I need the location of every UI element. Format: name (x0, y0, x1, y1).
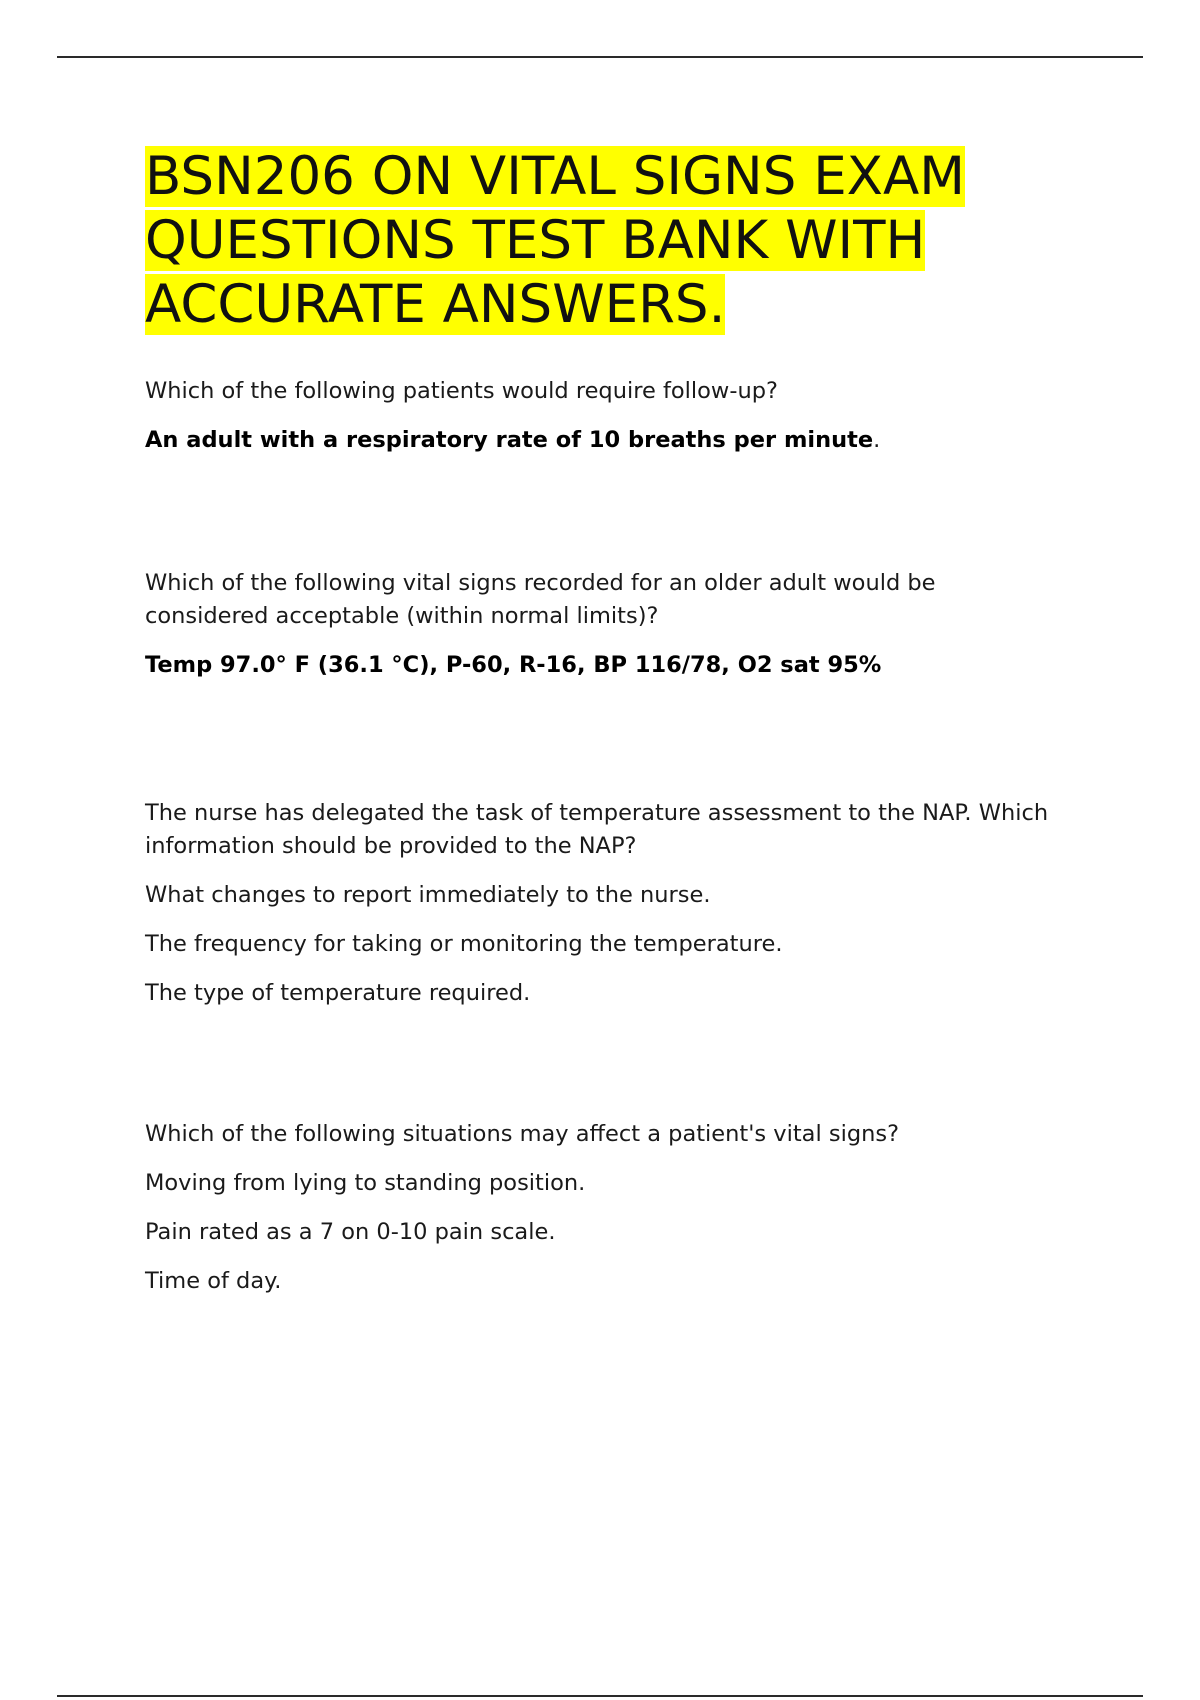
question-text: Which of the following vital signs recorded for an older adult would be considered acceptable (within normal limits)? (145, 570, 936, 629)
question-block (145, 375, 1065, 457)
answer-text: What changes to report immediately to the nurse. (145, 882, 711, 908)
question-text: The nurse has delegated the task of temperature assessment to the NAP. Which information should be provided to the NAP? (145, 800, 1049, 859)
answer-text: Moving from lying to standing position. (145, 1170, 586, 1196)
document-body (145, 145, 1065, 1298)
question-text: Which of the following situations may affect a patient's vital signs? (145, 1121, 900, 1147)
question-block (145, 567, 1065, 682)
answer-text: Time of day. (145, 1268, 282, 1294)
answer-text: The frequency for taking or monitoring the temperature. (145, 931, 783, 957)
answer-text: Temp 97.0° F (36.1 °C), P-60, R-16, BP 116/78, O2 sat 95% (145, 652, 882, 678)
answer-text: Pain rated as a 7 on 0-10 pain scale. (145, 1219, 556, 1245)
question-block (145, 797, 1065, 1010)
answer-text: The type of temperature required. (145, 980, 531, 1006)
question-block (145, 1118, 1065, 1298)
question-text: Which of the following patients would require follow-up? (145, 378, 778, 404)
title-highlight: BSN206 ON VITAL SIGNS EXAM QUESTIONS TEST BANK WITH ACCURATE ANSWERS. (145, 146, 965, 335)
answer-text (145, 424, 1065, 457)
top-rule (57, 56, 1143, 58)
bottom-rule (57, 1695, 1143, 1697)
document-title (145, 145, 1065, 337)
answer-suffix: . (873, 427, 881, 453)
answer-bold: An adult with a respiratory rate of 10 breaths per minute (145, 427, 874, 453)
